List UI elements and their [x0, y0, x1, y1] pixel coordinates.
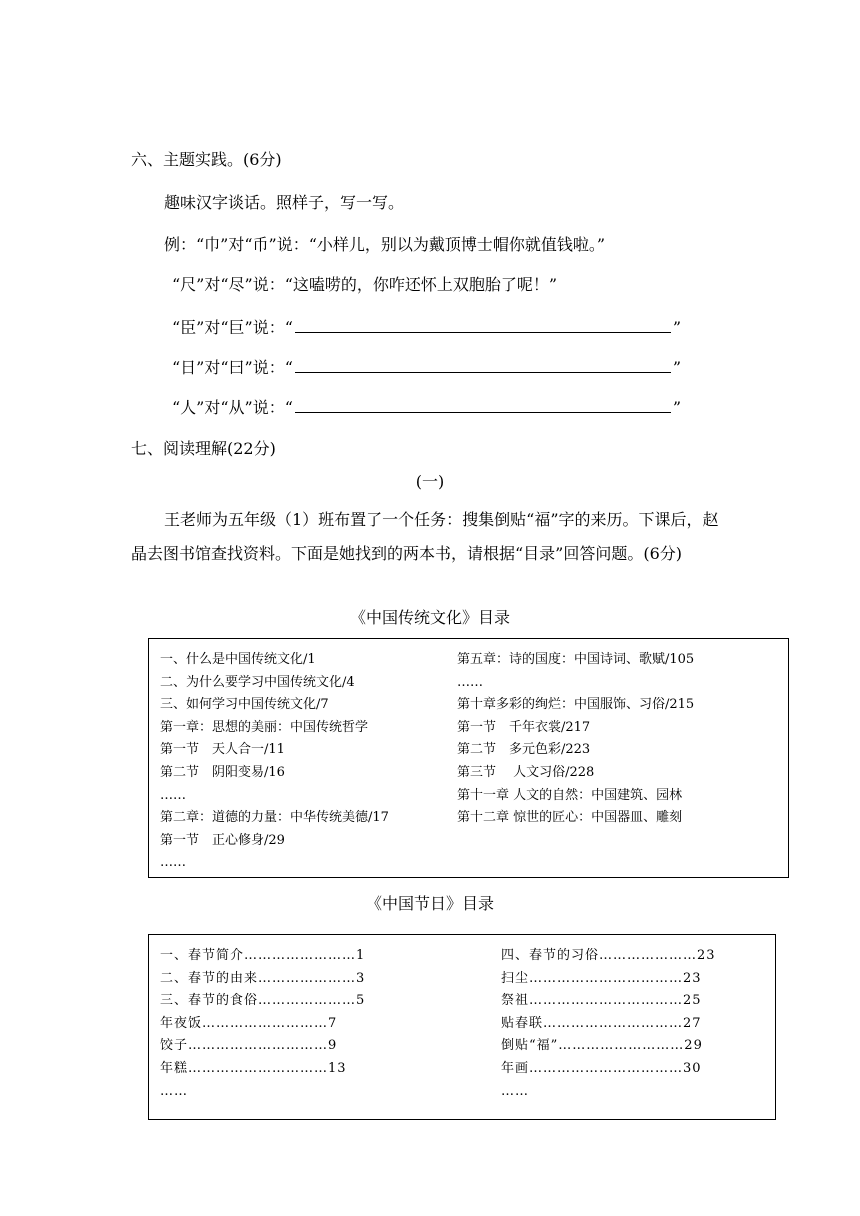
toc-entry: 饺子…………………………9	[160, 1038, 338, 1054]
toc-entry: 年夜饭………………………7	[160, 1015, 338, 1031]
book1-left-column	[160, 649, 389, 875]
toc-entry: 二、春节的由来…………………3	[160, 970, 366, 986]
fill-row	[172, 317, 681, 338]
section7-heading: 七、阅读理解(22分)	[131, 439, 276, 458]
toc-entry: 第二节 多元色彩/223	[457, 742, 591, 758]
book1-toc-box	[148, 638, 789, 878]
toc-entry: 第五章：诗的国度：中国诗词、歌赋/105	[457, 652, 695, 667]
toc-entry: 第三节 人文习俗/228	[457, 764, 595, 780]
toc-entry: 第一节 天人合一/11	[160, 742, 285, 758]
book1-title: 《中国传统文化》目录	[349, 608, 510, 627]
toc-entry: 扫尘……………………………23	[501, 970, 702, 986]
part-label: (一)	[415, 472, 445, 491]
book2-title: 《中国节日》目录	[365, 894, 494, 913]
fill-row-prefix: “臣”对“巨”说：“	[172, 318, 293, 337]
answer-blank[interactable]	[295, 357, 671, 373]
book2-left-column	[160, 945, 365, 1103]
toc-entry: 第二节 阴阳变易/16	[160, 764, 285, 780]
toc-entry: 贴春联…………………………27	[501, 1015, 702, 1031]
reading-paragraph: 王老师为五年级（1）班布置了一个任务：搜集倒贴“福”字的来历。下课后，赵晶去图书馆查找资料。下面是她找到的两本书，请根据“目录”回答问题。(6分)	[131, 510, 719, 563]
toc-entry: ……	[457, 674, 483, 690]
toc-entry: 一、什么是中国传统文化/1	[160, 652, 316, 667]
fill-row	[172, 357, 681, 378]
book1-right-column	[457, 649, 694, 830]
toc-entry: 第十二章 惊世的匠心：中国器皿、雕刻	[457, 810, 683, 826]
book2-toc-box	[148, 934, 776, 1120]
toc-entry: 祭祖……………………………25	[501, 993, 702, 1009]
toc-entry: 三、春节的食俗…………………5	[160, 993, 366, 1009]
toc-entry: 四、春节的习俗…………………23	[501, 948, 716, 963]
fill-row	[172, 397, 681, 418]
toc-entry: 倒贴“福”………………………29	[501, 1038, 703, 1054]
fill-row-suffix: ”	[672, 358, 682, 377]
toc-entry: ……	[501, 1083, 529, 1099]
toc-entry: ……	[160, 1083, 188, 1099]
book2-right-column	[501, 945, 716, 1103]
toc-entry: 三、如何学习中国传统文化/7	[160, 697, 329, 713]
section6-intro: 趣味汉字谈话。照样子，写一写。	[164, 193, 405, 212]
fill-row-prefix: “日”对“曰”说：“	[172, 358, 293, 377]
toc-entry: 第十章多彩的绚烂：中国服饰、习俗/215	[457, 697, 695, 713]
fill-row-suffix: ”	[672, 318, 682, 337]
toc-entry: 第一章：思想的美丽：中国传统哲学	[160, 719, 369, 735]
toc-entry: 第一节 正心修身/29	[160, 832, 285, 848]
toc-entry: 第一节 千年衣裳/217	[457, 719, 591, 735]
toc-entry: 年画……………………………30	[501, 1060, 702, 1076]
example-line: 例：“巾”对“币”说：“小样儿，别以为戴顶博士帽你就值钱啦。”	[164, 235, 606, 254]
answer-blank[interactable]	[295, 317, 671, 333]
toc-entry: 一、春节简介……………………1	[160, 948, 366, 963]
toc-entry: ……	[160, 855, 186, 871]
fill-row-prefix: “人”对“从”说：“	[172, 398, 293, 417]
toc-entry: 第二章：道德的力量：中华传统美德/17	[160, 810, 389, 826]
toc-entry: 第十一章 人文的自然：中国建筑、园林	[457, 787, 683, 803]
fill-row-suffix: ”	[672, 398, 682, 417]
answer-blank[interactable]	[295, 397, 671, 413]
example-line-2: “尺”对“尽”说：“这嗑唠的，你咋还怀上双胞胎了呢！”	[172, 275, 558, 294]
toc-entry: 年糕…………………………13	[160, 1060, 347, 1076]
toc-entry: ……	[160, 787, 186, 803]
toc-entry: 二、为什么要学习中国传统文化/4	[160, 674, 355, 690]
section6-heading: 六、主题实践。(6分)	[131, 150, 282, 169]
